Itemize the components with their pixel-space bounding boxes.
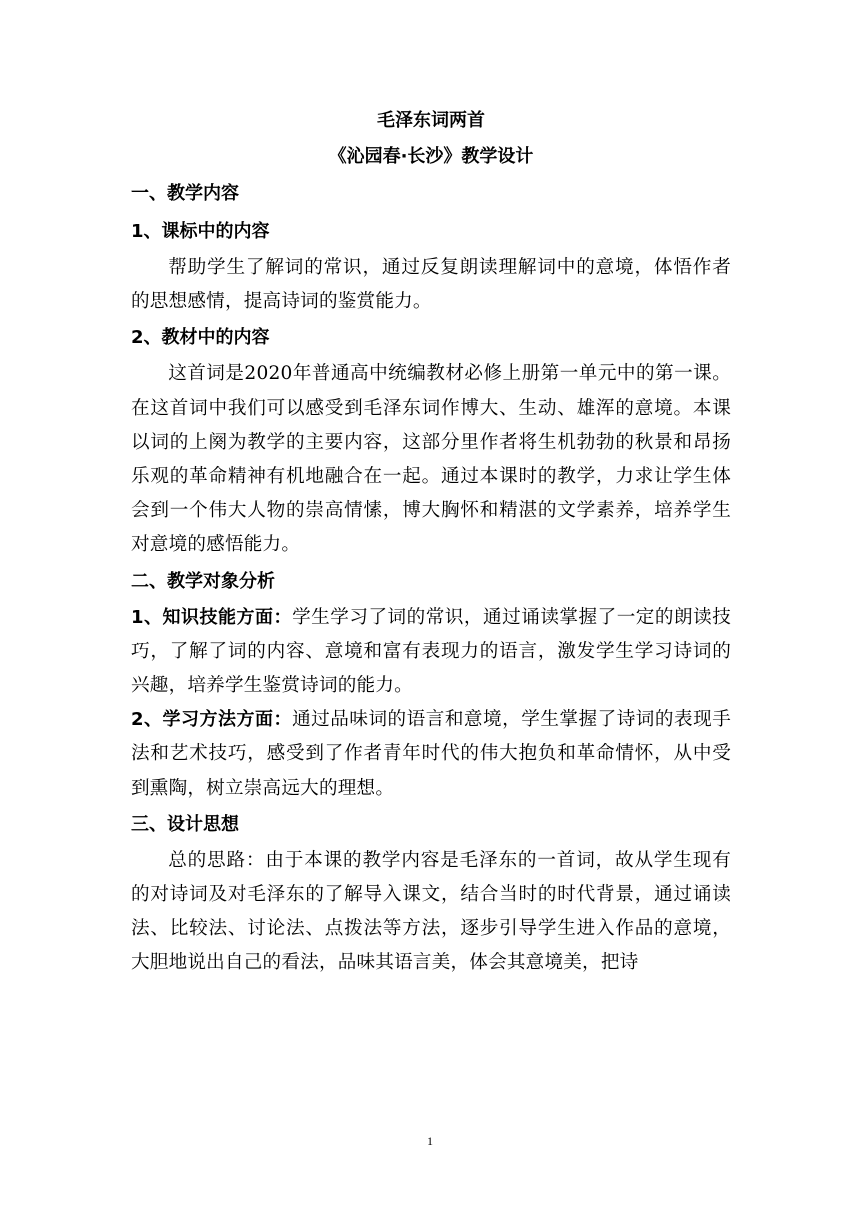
paragraph-knowledge-skills — [131, 601, 731, 704]
text-knowledge-skills: 学生学习了词的常识，通过诵读掌握了一定的朗读技巧，了解了词的内容、意境和富有表现力的语言，激发学生学习诗词的兴趣，培养学生鉴赏诗词的能力。 — [131, 606, 731, 697]
paragraph-learning-methods — [131, 703, 731, 806]
page-number: 1 — [427, 1134, 433, 1148]
lead-learning-methods: 2、学习方法方面： — [131, 709, 293, 731]
section-heading-design-thinking: 三、设计思想 — [131, 813, 239, 835]
subheading-textbook-content: 2、教材中的内容 — [131, 327, 270, 349]
subheading-curriculum-content: 1、课标中的内容 — [131, 221, 270, 242]
section-heading-teaching-content: 一、教学内容 — [131, 183, 239, 204]
paragraph-textbook-content: 这首词是2020年普通高中统编教材必修上册第一单元中的第一课。在这首词中我们可以感受到毛泽东词作博大、生动、雄浑的意境。本课以词的上阕为教学的主要内容，这部分里作者将生机勃勃的秋景和昂扬乐观的革命精神有机地融合在一起。通过本课时的教学，力求让学生体会到一个伟大人物的崇高情愫，博大胸怀和精湛的文学素养，培养学生对意境的感悟能力。 — [131, 363, 731, 556]
lead-knowledge-skills: 1、知识技能方面： — [131, 606, 293, 628]
document-subtitle: 《沁园春·长沙》教学设计 — [328, 146, 534, 167]
document-title: 毛泽东词两首 — [377, 110, 485, 131]
paragraph-curriculum-content: 帮助学生了解词的常识，通过反复朗读理解词中的意境，体悟作者的思想感情，提高诗词的鉴赏能力。 — [131, 257, 731, 313]
document-body — [131, 103, 731, 981]
text-learning-methods: 通过品味词的语言和意境，学生掌握了诗词的表现手法和艺术技巧，感受到了作者青年时代的伟大抱负和革命情怀，从中受到熏陶，树立崇高远大的理想。 — [131, 709, 731, 799]
section-heading-student-analysis: 二、教学对象分析 — [131, 570, 275, 592]
paragraph-design-thinking: 总的思路：由于本课的教学内容是毛泽东的一首词，故从学生现有的对诗词及对毛泽东的了解导入课文，结合当时的时代背景，通过诵读法、比较法、讨论法、点拨法等方法，逐步引导学生进入作品的意境，大胆地说出自己的看法，品味其语言美，体会其意境美，把诗 — [131, 849, 731, 974]
